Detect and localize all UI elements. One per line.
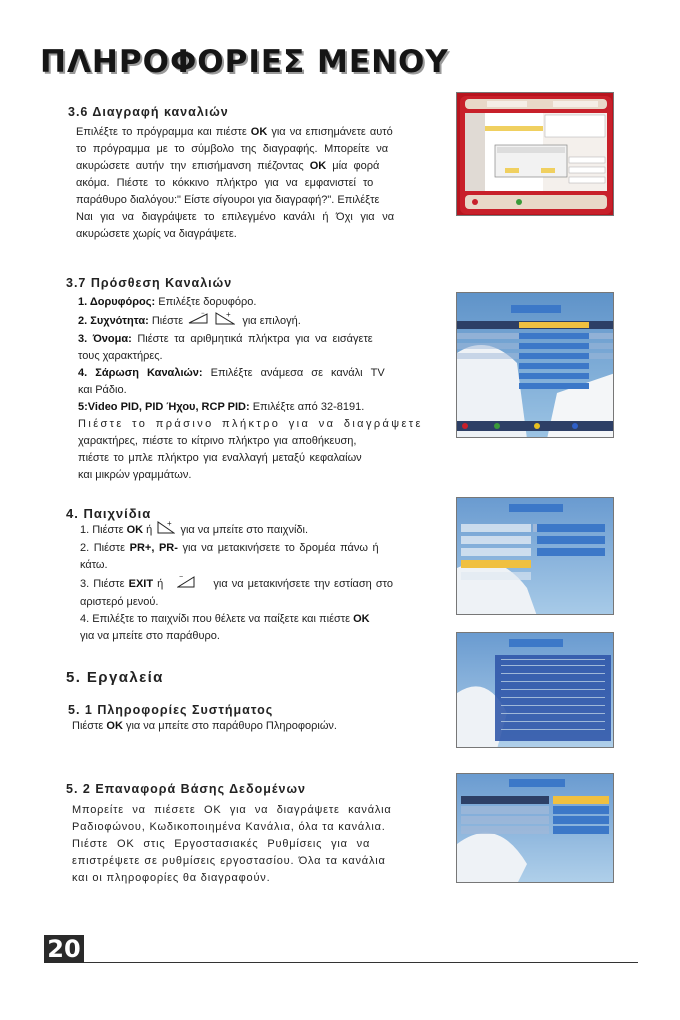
section-5-heading: 5. Εργαλεία — [66, 669, 164, 686]
section-5-2-text: Μπορείτε να πιέσετε ΟΚ για να διαγράψετε κανάλια Ραδιοφώνου, Κωδικοποιημένα Κανάλια, όλα τα κανάλια. Πιέστε ΟΚ στις Εργοστασιακές Ρυθμίσεις για να επιστρέψετε σε ρυθμίσεις εργοστασίου. Όλα τα κανάλια και οι πληροφορίες θα διαγραφούν. — [72, 804, 392, 884]
volume-up-icon — [215, 311, 235, 331]
section-3-7-text: 1. Δορυφόρος: Επιλέξτε δορυφόρο. 2. Συχνότητα: Πιέστε − + για επιλογή. 3. Όνομα: Πιέστε τα αριθμητικά πλήκτρα για να εισάγετε τους χαρακτήρες. 4. Σάρωση Καναλιών: Επιλέξτε ανάμεσα σε κανάλι TV και Ράδιο. 5:Video PID, PID Ήχου, RCP PID: Επιλέξτε από 32-8191. Πιέστε το πράσινο πλήκτρο για να διαγράψετε χαρακτήρες, πιέστε το κίτρινο πλήκτρο για αποθήκευση, πιέστε το μπλε πλήκτρο για εναλλαγή μεταξύ κεφαλαίων και μικρών γραμμάτων. — [78, 296, 423, 481]
svg-text:+: + — [226, 311, 231, 319]
section-3-6-heading: 3.6 Διαγραφή καναλιών — [68, 105, 229, 119]
section-5-2-heading: 5. 2 Επαναφορά Βάσης Δεδομένων — [66, 782, 306, 796]
volume-up-icon — [157, 520, 175, 540]
page-title: ΠΛΗΡΟΦΟΡΙΕΣ ΜΕΝΟΥ — [40, 44, 449, 80]
section-3-7-heading: 3.7 Πρόσθεση Καναλιών — [66, 276, 233, 290]
svg-text:−: − — [201, 312, 205, 317]
volume-down-icon — [177, 574, 195, 594]
section-5-1-heading: 5. 1 Πληροφορίες Συστήματος — [68, 703, 274, 717]
page-number: 20 — [44, 935, 84, 963]
footer-rule — [84, 962, 638, 963]
svg-text:−: − — [179, 574, 184, 581]
add-channels-screenshot — [456, 292, 614, 438]
system-info-screenshot — [456, 632, 614, 748]
section-3-6-text: Επιλέξτε το πρόγραμμα και πιέστε OK για να επισημάνετε αυτό το πρόγραμμα με το σύμβολο της διαγραφής. Μπορείτε να ακυρώσετε αυτήν την επισήμανση πιέζοντας OK μία φορά ακόμα. Πιέστε το κόκκινο πλήκτρο για να εμφανιστεί το παράθυρο διαλόγου:" Είστε σίγουροι για διαγραφή?". Επιλέξτε Ναι για να διαγράψετε το επιλεγμένο κανάλι ή Όχι για να ακυρώσετε χωρίς να διαγράψετε. — [76, 126, 395, 240]
section-4-heading: 4. Παιχνίδια — [66, 506, 152, 521]
factory-reset-screenshot — [456, 773, 614, 883]
section-4-text: 1. Πιέστε OK ή + για να μπείτε στο παιχνίδι. 2. Πιέστε PR+, PR- για να μετακινήσετε το δρομέα πάνω ή κάτω. 3. Πιέστε EXIT ή − για να μετακινήσετε την εστίαση στο αριστερό μενού. 4. Επιλέξτε το παιχνίδι που θέλετε να παίξετε και πιέστε OK για να μπείτε στο παράθυρο. — [80, 520, 393, 642]
svg-text:+: + — [167, 520, 173, 528]
volume-down-icon — [188, 312, 208, 330]
delete-channels-screenshot — [456, 92, 614, 216]
section-5-1-text: Πιέστε OK για να μπείτε στο παράθυρο Πληροφοριών. — [72, 720, 337, 732]
games-screenshot — [456, 497, 614, 615]
